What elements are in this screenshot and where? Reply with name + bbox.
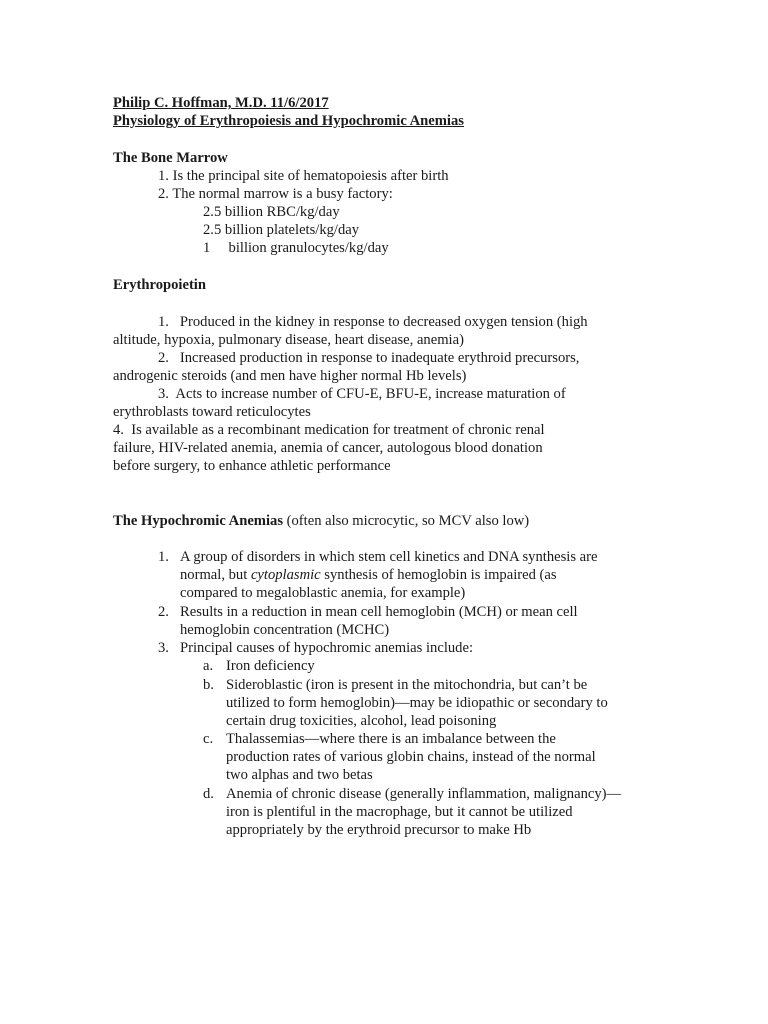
list-number: 1.	[158, 549, 169, 565]
sub-list-item: Iron deficiency	[226, 658, 315, 674]
text-run: normal, but	[180, 567, 251, 583]
list-item: hemoglobin concentration (MCHC)	[180, 622, 390, 638]
sub-list-item: Anemia of chronic disease (generally inflammation, malignancy)—	[226, 786, 622, 802]
paragraph-line: 1. Produced in the kidney in response to decreased oxygen tension (high	[158, 314, 588, 330]
sub-list-letter: d.	[203, 786, 214, 802]
section-heading-hypochromic	[113, 512, 529, 530]
section-heading-text: The Hypochromic Anemias	[113, 513, 283, 529]
paragraph-line: erythroblasts toward reticulocytes	[113, 404, 311, 420]
sub-list-letter: b.	[203, 677, 214, 693]
sub-list-item: 1 billion granulocytes/kg/day	[203, 240, 389, 256]
sub-list-item: two alphas and two betas	[226, 767, 373, 783]
paragraph-line: androgenic steroids (and men have higher normal Hb levels)	[113, 368, 467, 384]
sub-list-item: certain drug toxicities, alcohol, lead poisoning	[226, 713, 497, 729]
list-item: Results in a reduction in mean cell hemoglobin (MCH) or mean cell	[180, 604, 578, 620]
sub-list-item: Sideroblastic (iron is present in the mitochondria, but can’t be	[226, 677, 588, 693]
document-title: Physiology of Erythropoiesis and Hypochromic Anemias	[113, 113, 464, 129]
list-item: 1. Is the principal site of hematopoiesis after birth	[158, 168, 449, 184]
paragraph-line: failure, HIV-related anemia, anemia of cancer, autologous blood donation	[113, 440, 543, 456]
paragraph-line: 2. Increased production in response to inadequate erythroid precursors,	[158, 350, 580, 366]
list-item: Principal causes of hypochromic anemias include:	[180, 640, 474, 656]
sub-list-item: appropriately by the erythroid precursor to make Hb	[226, 822, 532, 838]
section-heading-note: (often also microcytic, so MCV also low)	[283, 513, 530, 529]
author-date: Philip C. Hoffman, M.D. 11/6/2017	[113, 95, 329, 111]
list-number: 2.	[158, 604, 169, 620]
list-item: compared to megaloblastic anemia, for example)	[180, 585, 466, 601]
emphasis-text: cytoplasmic	[250, 567, 321, 583]
sub-list-item: 2.5 billion RBC/kg/day	[203, 204, 340, 220]
sub-list-item: Thalassemias—where there is an imbalance between the	[226, 731, 556, 747]
paragraph-line: 4. Is available as a recombinant medication for treatment of chronic renal	[113, 422, 545, 438]
sub-list-letter: c.	[203, 731, 214, 747]
list-item: A group of disorders in which stem cell kinetics and DNA synthesis are	[180, 549, 598, 565]
text-run: synthesis of hemoglobin is impaired (as	[320, 567, 557, 583]
list-item	[180, 566, 557, 584]
sub-list-item: 2.5 billion platelets/kg/day	[203, 222, 360, 238]
sub-list-item: iron is plentiful in the macrophage, but it cannot be utilized	[226, 804, 573, 820]
sub-list-item: production rates of various globin chains, instead of the normal	[226, 749, 596, 765]
paragraph-line: before surgery, to enhance athletic performance	[113, 458, 391, 474]
paragraph-line: 3. Acts to increase number of CFU-E, BFU-E, increase maturation of	[158, 386, 566, 402]
sub-list-item: utilized to form hemoglobin)—may be idiopathic or secondary to	[226, 695, 608, 711]
section-heading-bone-marrow: The Bone Marrow	[113, 150, 228, 166]
sub-list-letter: a.	[203, 658, 214, 674]
list-number: 3.	[158, 640, 169, 656]
list-item: 2. The normal marrow is a busy factory:	[158, 186, 393, 202]
paragraph-line: altitude, hypoxia, pulmonary disease, heart disease, anemia)	[113, 332, 464, 348]
section-heading-erythropoietin: Erythropoietin	[113, 277, 206, 293]
